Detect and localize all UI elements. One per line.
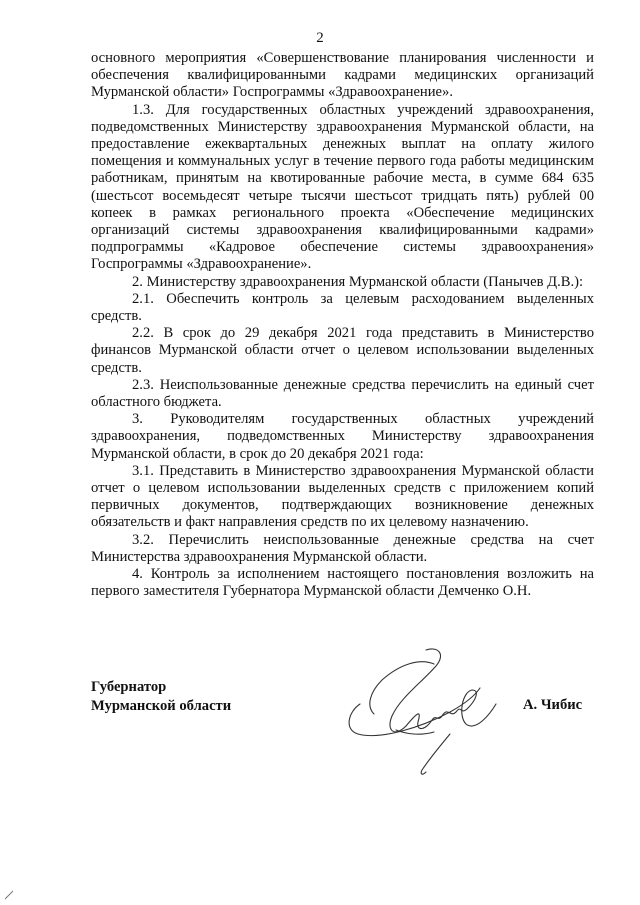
paragraph-3-1: 3.1. Представить в Министерство здравоохранения Мурманской области отчет о целевом использовании выделенных средств с приложением копий первичных документов, подтверждающих возникновение денежных обязательств и факт направления средств по их целевому назначению.: [91, 462, 594, 531]
signatory-title-line1: Губернатор: [91, 679, 167, 695]
paragraph-4: 4. Контроль за исполнением настоящего постановления возложить на первого заместителя Губернатора Мурманской области Демченко О.Н.: [91, 566, 594, 600]
scan-corner-mark: [4, 888, 16, 900]
signatory-title: [91, 678, 231, 716]
page-number: 2: [316, 30, 324, 46]
signatory-name: А. Чибис: [523, 697, 583, 713]
paragraph-2-2: 2.2. В срок до 29 декабря 2021 года представить в Министерство финансов Мурманской области отчет о целевом использовании выделенных средств.: [91, 325, 594, 376]
paragraph-2-1: 2.1. Обеспечить контроль за целевым расходованием выделенных средств.: [91, 290, 594, 325]
paragraph-3-2: 3.2. Перечислить неиспользованные денежные средства на счет Министерства здравоохранения Мурманской области.: [91, 531, 594, 565]
paragraph-3: 3. Руководителям государственных областных учреждений здравоохранения, подведомственных Министерству здравоохранения Мурманской области, в срок до 20 декабря 2021 года:: [91, 411, 594, 462]
paragraph-2-3: 2.3. Неиспользованные денежные средства перечислить на единый счет областного бюджета.: [91, 376, 594, 411]
handwritten-signature: [330, 642, 510, 777]
document-body: [91, 50, 594, 601]
paragraph-2: 2. Министерству здравоохранения Мурманской области (Панычев Д.В.):: [132, 273, 584, 290]
paragraph-1-3: 1.3. Для государственных областных учреждений здравоохранения, подведомственных Министерству здравоохранения Мурманской области, на предоставление ежеквартальных денежных выплат на оплату жилого помещения и коммунальных услуг в течение первого года работы медицинским работникам, принятым на квотированные рабочие места, в сумме 684 635 (шестьсот восемьдесят четыре тысячи шестьсот тридцать пять) рублей 00 копеек в рамках регионального проекта «Обеспечение медицинских организаций системы здравоохранения квалифицированными кадрами» подпрограммы «Кадровое обеспечение системы здравоохранения» Госпрограммы «Здравоохранение».: [91, 101, 594, 273]
paragraph-continuation: основного мероприятия «Совершенствование планирования численности и обеспечения квалифицированными кадрами медицинских организаций Мурманской области» Госпрограммы «Здравоохранение».: [91, 50, 594, 101]
signatory-title-line2: Мурманской области: [91, 698, 232, 714]
